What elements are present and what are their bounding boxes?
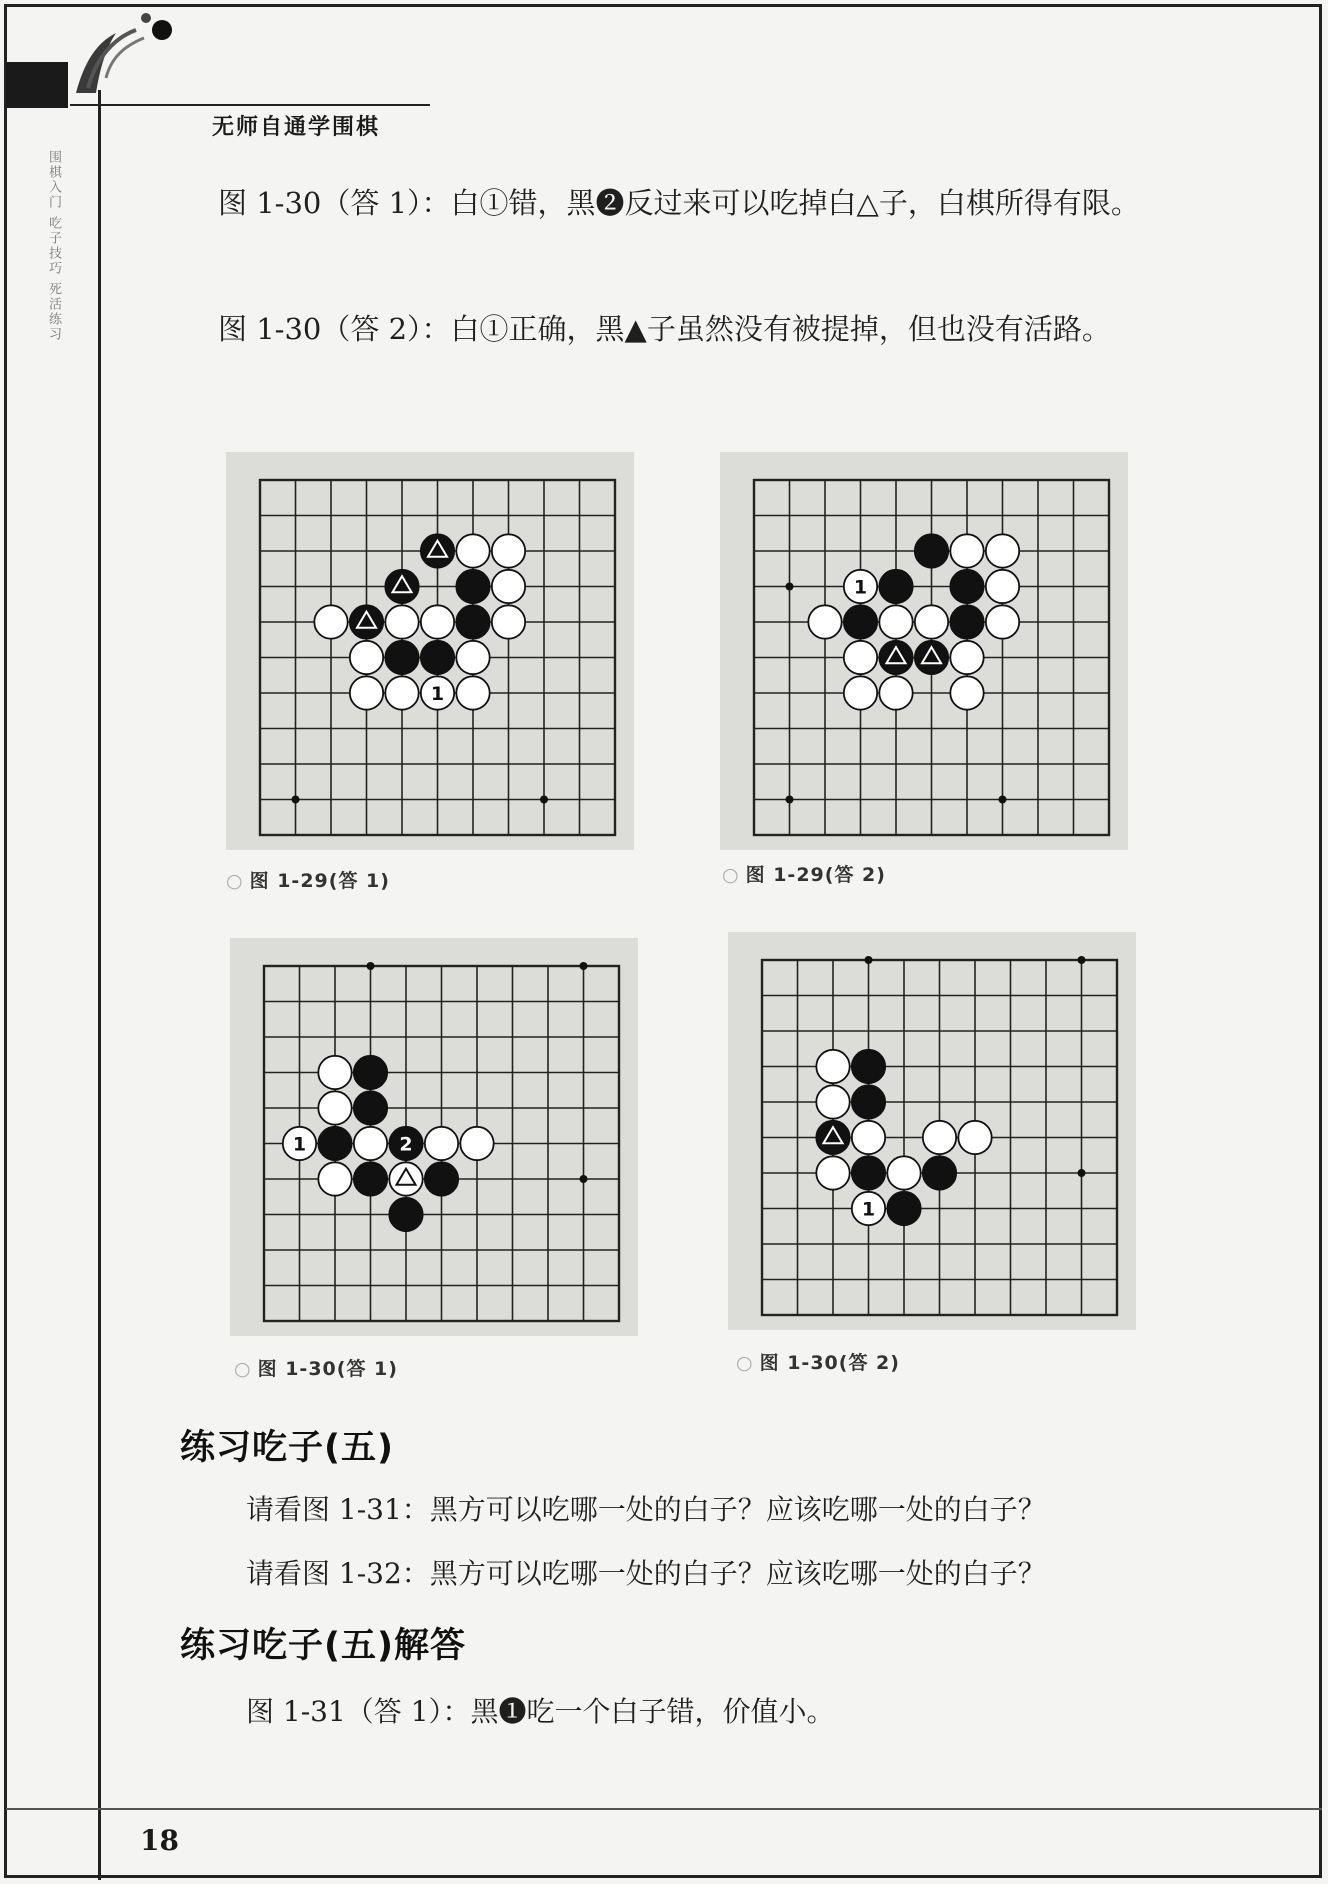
black-stone	[915, 534, 948, 567]
white-stone	[350, 676, 383, 709]
black-stone	[879, 570, 912, 603]
black-stone	[879, 641, 912, 674]
black-stone	[318, 1127, 351, 1160]
white-stone	[350, 641, 383, 674]
star-point	[786, 583, 794, 591]
white-stone	[425, 1127, 458, 1160]
white-stone	[986, 605, 1019, 638]
white-stone	[852, 1192, 885, 1225]
white-stone	[816, 1085, 849, 1118]
book-title: 无师自通学围棋	[212, 115, 381, 140]
diagram-3-caption-text: 图 1-30(答 1)	[257, 1358, 398, 1380]
go-diagram-1	[226, 452, 634, 850]
black-stone	[915, 641, 948, 674]
black-stone	[425, 1162, 458, 1195]
go-board-2	[720, 452, 1128, 850]
star-point	[786, 796, 794, 804]
black-stone	[389, 1127, 422, 1160]
star-point	[1078, 1169, 1086, 1177]
move-number: 1	[861, 1198, 876, 1221]
white-stone	[852, 1121, 885, 1154]
diagram-4-caption: ○ 图 1-30(答 2)	[736, 1352, 900, 1374]
black-stone	[354, 1091, 387, 1124]
white-stone	[492, 534, 525, 567]
black-stone	[354, 1162, 387, 1195]
exercise-question-2: 请看图 1-32：黑方可以吃哪一处的白子？应该吃哪一处的白子？	[246, 1557, 1046, 1590]
page-number: 18	[140, 1824, 179, 1857]
black-stone	[950, 605, 983, 638]
white-stone	[318, 1056, 351, 1089]
go-diagram-3	[230, 938, 638, 1336]
black-stone	[421, 641, 454, 674]
black-stone	[389, 1198, 422, 1231]
white-stone	[986, 534, 1019, 567]
white-stone	[421, 605, 454, 638]
white-stone	[950, 641, 983, 674]
footer-rule	[6, 1808, 1322, 1810]
black-stone	[852, 1050, 885, 1083]
diagram-1-caption-text: 图 1-29(答 1)	[249, 870, 390, 892]
move-number: 1	[292, 1133, 307, 1156]
diagram-2-caption-text: 图 1-29(答 2)	[745, 864, 886, 886]
exercise-question-1: 请看图 1-31：黑方可以吃哪一处的白子？应该吃哪一处的白子？	[246, 1493, 1046, 1526]
star-point	[580, 1175, 588, 1183]
white-stone	[950, 676, 983, 709]
white-stone	[318, 1091, 351, 1124]
white-stone	[887, 1156, 920, 1189]
answer-title: 练习吃子(五)解答	[180, 1626, 466, 1666]
white-stone	[354, 1127, 387, 1160]
go-stone-logo-icon	[66, 8, 186, 98]
white-stone	[460, 1127, 493, 1160]
paragraph-1	[154, 172, 1154, 234]
star-point	[367, 962, 375, 970]
white-stone	[318, 1162, 351, 1195]
paragraph-1-text: 图 1-30（答 1）：白①错，黑❷反过来可以吃掉白△子，白棋所得有限。	[218, 186, 1140, 220]
white-stone	[492, 570, 525, 603]
star-point	[999, 796, 1007, 804]
paragraph-2	[154, 298, 1154, 360]
star-point	[540, 796, 548, 804]
black-stone	[350, 605, 383, 638]
white-stone	[915, 605, 948, 638]
white-stone	[389, 1162, 422, 1195]
header-tab	[6, 62, 68, 108]
paragraph-2-text: 图 1-30（答 2）：白①正确，黑▲子虽然没有被提掉，但也没有活路。	[218, 312, 1111, 346]
move-number: 2	[399, 1133, 413, 1156]
black-stone	[456, 570, 489, 603]
white-stone	[844, 641, 877, 674]
diagram-4-caption-text: 图 1-30(答 2)	[759, 1352, 900, 1374]
side-margin-text: 围棋入门 吃子技巧 死活练习	[46, 150, 61, 343]
margin-rule	[98, 90, 101, 1880]
go-diagram-2	[720, 452, 1128, 850]
black-stone	[421, 534, 454, 567]
white-stone	[421, 676, 454, 709]
header-rule	[70, 104, 430, 106]
white-stone	[283, 1127, 316, 1160]
star-point	[292, 796, 300, 804]
diagram-3-caption: ○ 图 1-30(答 1)	[234, 1358, 398, 1380]
white-stone	[844, 676, 877, 709]
diagram-1-caption: ○ 图 1-29(答 1)	[226, 870, 390, 892]
white-stone	[923, 1121, 956, 1154]
white-stone	[314, 605, 347, 638]
black-stone	[354, 1056, 387, 1089]
white-stone	[816, 1156, 849, 1189]
star-point	[1078, 956, 1086, 964]
white-stone	[456, 641, 489, 674]
go-board-1	[226, 452, 634, 850]
white-stone	[808, 605, 841, 638]
black-stone	[950, 570, 983, 603]
move-number: 1	[853, 576, 868, 599]
move-number: 1	[430, 683, 445, 705]
white-stone	[958, 1121, 991, 1154]
star-point	[580, 962, 588, 970]
black-stone	[887, 1192, 920, 1225]
white-stone	[492, 605, 525, 638]
exercise-title: 练习吃子(五)	[180, 1428, 394, 1468]
diagram-2-caption: ○ 图 1-29(答 2)	[722, 864, 886, 886]
white-stone	[456, 534, 489, 567]
black-stone	[456, 605, 489, 638]
white-stone	[816, 1050, 849, 1083]
black-stone	[816, 1121, 849, 1154]
black-stone	[844, 605, 877, 638]
white-stone	[879, 676, 912, 709]
white-stone	[986, 570, 1019, 603]
white-stone	[879, 605, 912, 638]
black-stone	[385, 641, 418, 674]
white-stone	[950, 534, 983, 567]
go-diagram-4	[728, 932, 1136, 1330]
answer-line-1: 图 1-31（答 1）：黑❶吃一个白子错，价值小。	[246, 1695, 835, 1728]
star-point	[865, 956, 873, 964]
go-board-4	[728, 932, 1136, 1330]
white-stone	[385, 605, 418, 638]
white-stone	[385, 676, 418, 709]
go-board-3	[230, 938, 638, 1336]
black-stone	[852, 1156, 885, 1189]
black-stone	[385, 570, 418, 603]
white-stone	[844, 570, 877, 603]
white-stone	[456, 676, 489, 709]
black-stone	[923, 1156, 956, 1189]
black-stone	[852, 1085, 885, 1118]
